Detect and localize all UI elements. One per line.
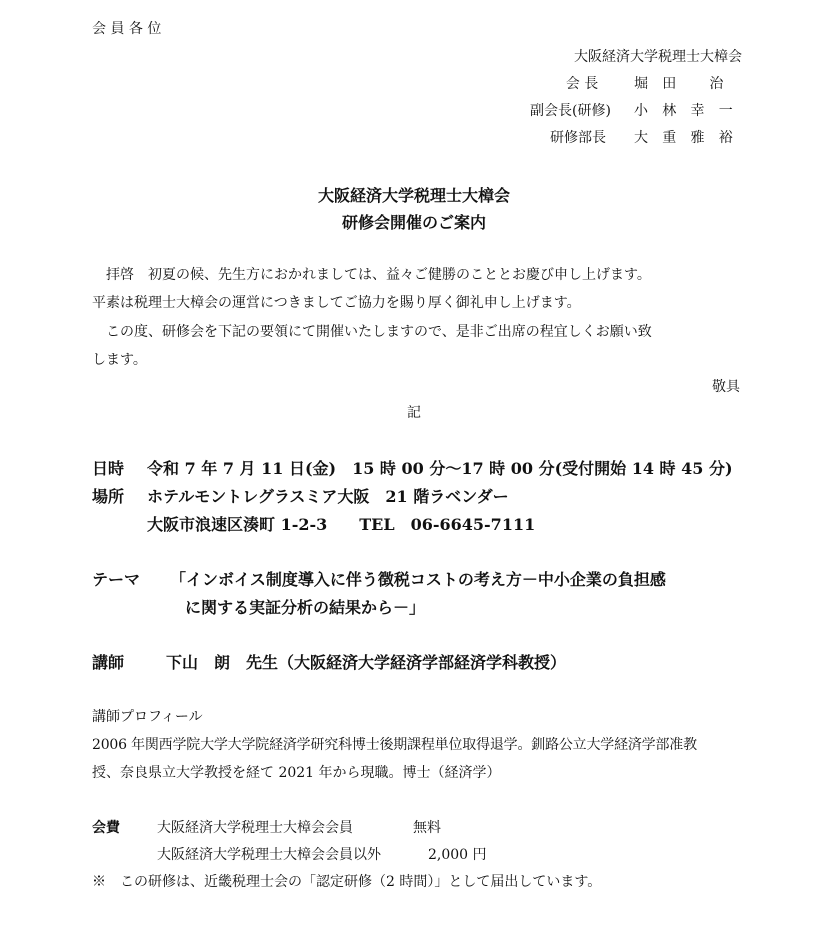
fee-amount-member: 無料 <box>413 820 441 836</box>
officer-name: 小 林 幸 一 <box>634 103 738 119</box>
fee-category-member: 大阪経済大学税理士大樟会会員 <box>157 820 353 836</box>
venue-name: ホテルモントレグラスミア大阪 21 階ラベンダー <box>147 487 509 506</box>
officer-name: 堀 田 治 <box>634 76 729 92</box>
datetime-value: 令和 7 年 7 月 11 日(金) 15 時 00 分～17 時 00 分(受付開始 14 時 45 分) <box>147 459 733 478</box>
heading-line-2: 研修会開催のご案内 <box>341 213 486 232</box>
officer-name: 大 重 雅 裕 <box>634 130 738 146</box>
fee-amount-nonmember: 2,000 円 <box>428 847 487 863</box>
officer-title: 会 長 <box>565 76 599 92</box>
fee-category-nonmember: 大阪経済大学税理士大樟会会員以外 <box>157 847 381 863</box>
heading-line-1: 大阪経済大学税理士大樟会 <box>317 186 510 205</box>
officer-row-3 <box>530 131 742 145</box>
officer-row-1 <box>530 77 742 91</box>
officer-title: 副会長(研修) <box>530 103 611 119</box>
profile-label: 講師プロフィール <box>92 709 203 725</box>
body-para2-line1: この度、研修会を下記の要領にて開催いたしますので、是非ご出席の程宜しくお願い致 <box>106 324 652 340</box>
venue-label: 場所 <box>92 487 125 506</box>
lecturer-value: 下山 朗 先生（大阪経済大学経済学部経済学科教授） <box>166 653 567 672</box>
sender-organization: 大阪経済大学税理士大樟会 <box>574 49 742 65</box>
officer-row-2 <box>530 104 742 118</box>
theme-line-2: に関する実証分析の結果から－」 <box>185 598 426 617</box>
fee-note: ※ この研修は、近畿税理士会の「認定研修（2 時間）」として届出しています。 <box>92 874 602 890</box>
datetime-label: 日時 <box>92 459 125 478</box>
theme-label: テーマ <box>92 570 141 589</box>
profile-line-1: 2006 年関西学院大学大学院経済学研究科博士後期課程単位取得退学。釧路公立大学経済学部准教 <box>92 737 697 753</box>
body-para1-line2: 平素は税理士大樟会の運営につきましてご協力を賜り厚く御礼申し上げます。 <box>92 295 581 311</box>
lecturer-label: 講師 <box>92 653 125 672</box>
officer-title: 研修部長 <box>550 130 606 146</box>
body-para1-line1: 拝啓 初夏の候、先生方におかれましては、益々ご健勝のこととお慶び申し上げます。 <box>106 267 651 283</box>
addressee: 会 員 各 位 <box>92 21 162 37</box>
profile-line-2: 授、奈良県立大学教授を経て 2021 年から現職。博士（経済学） <box>92 765 501 781</box>
fee-label: 会費 <box>92 820 120 836</box>
ki-marker: 記 <box>407 405 421 421</box>
venue-address: 大阪市浪速区湊町 1-2-3 TEL 06-6645-7111 <box>147 515 536 534</box>
theme-line-1: 「インボイス制度導入に伴う徴税コストの考え方－中小企業の負担感 <box>170 570 666 589</box>
closing-keigu: 敬具 <box>712 379 740 395</box>
body-para2-line2: します。 <box>92 352 147 368</box>
